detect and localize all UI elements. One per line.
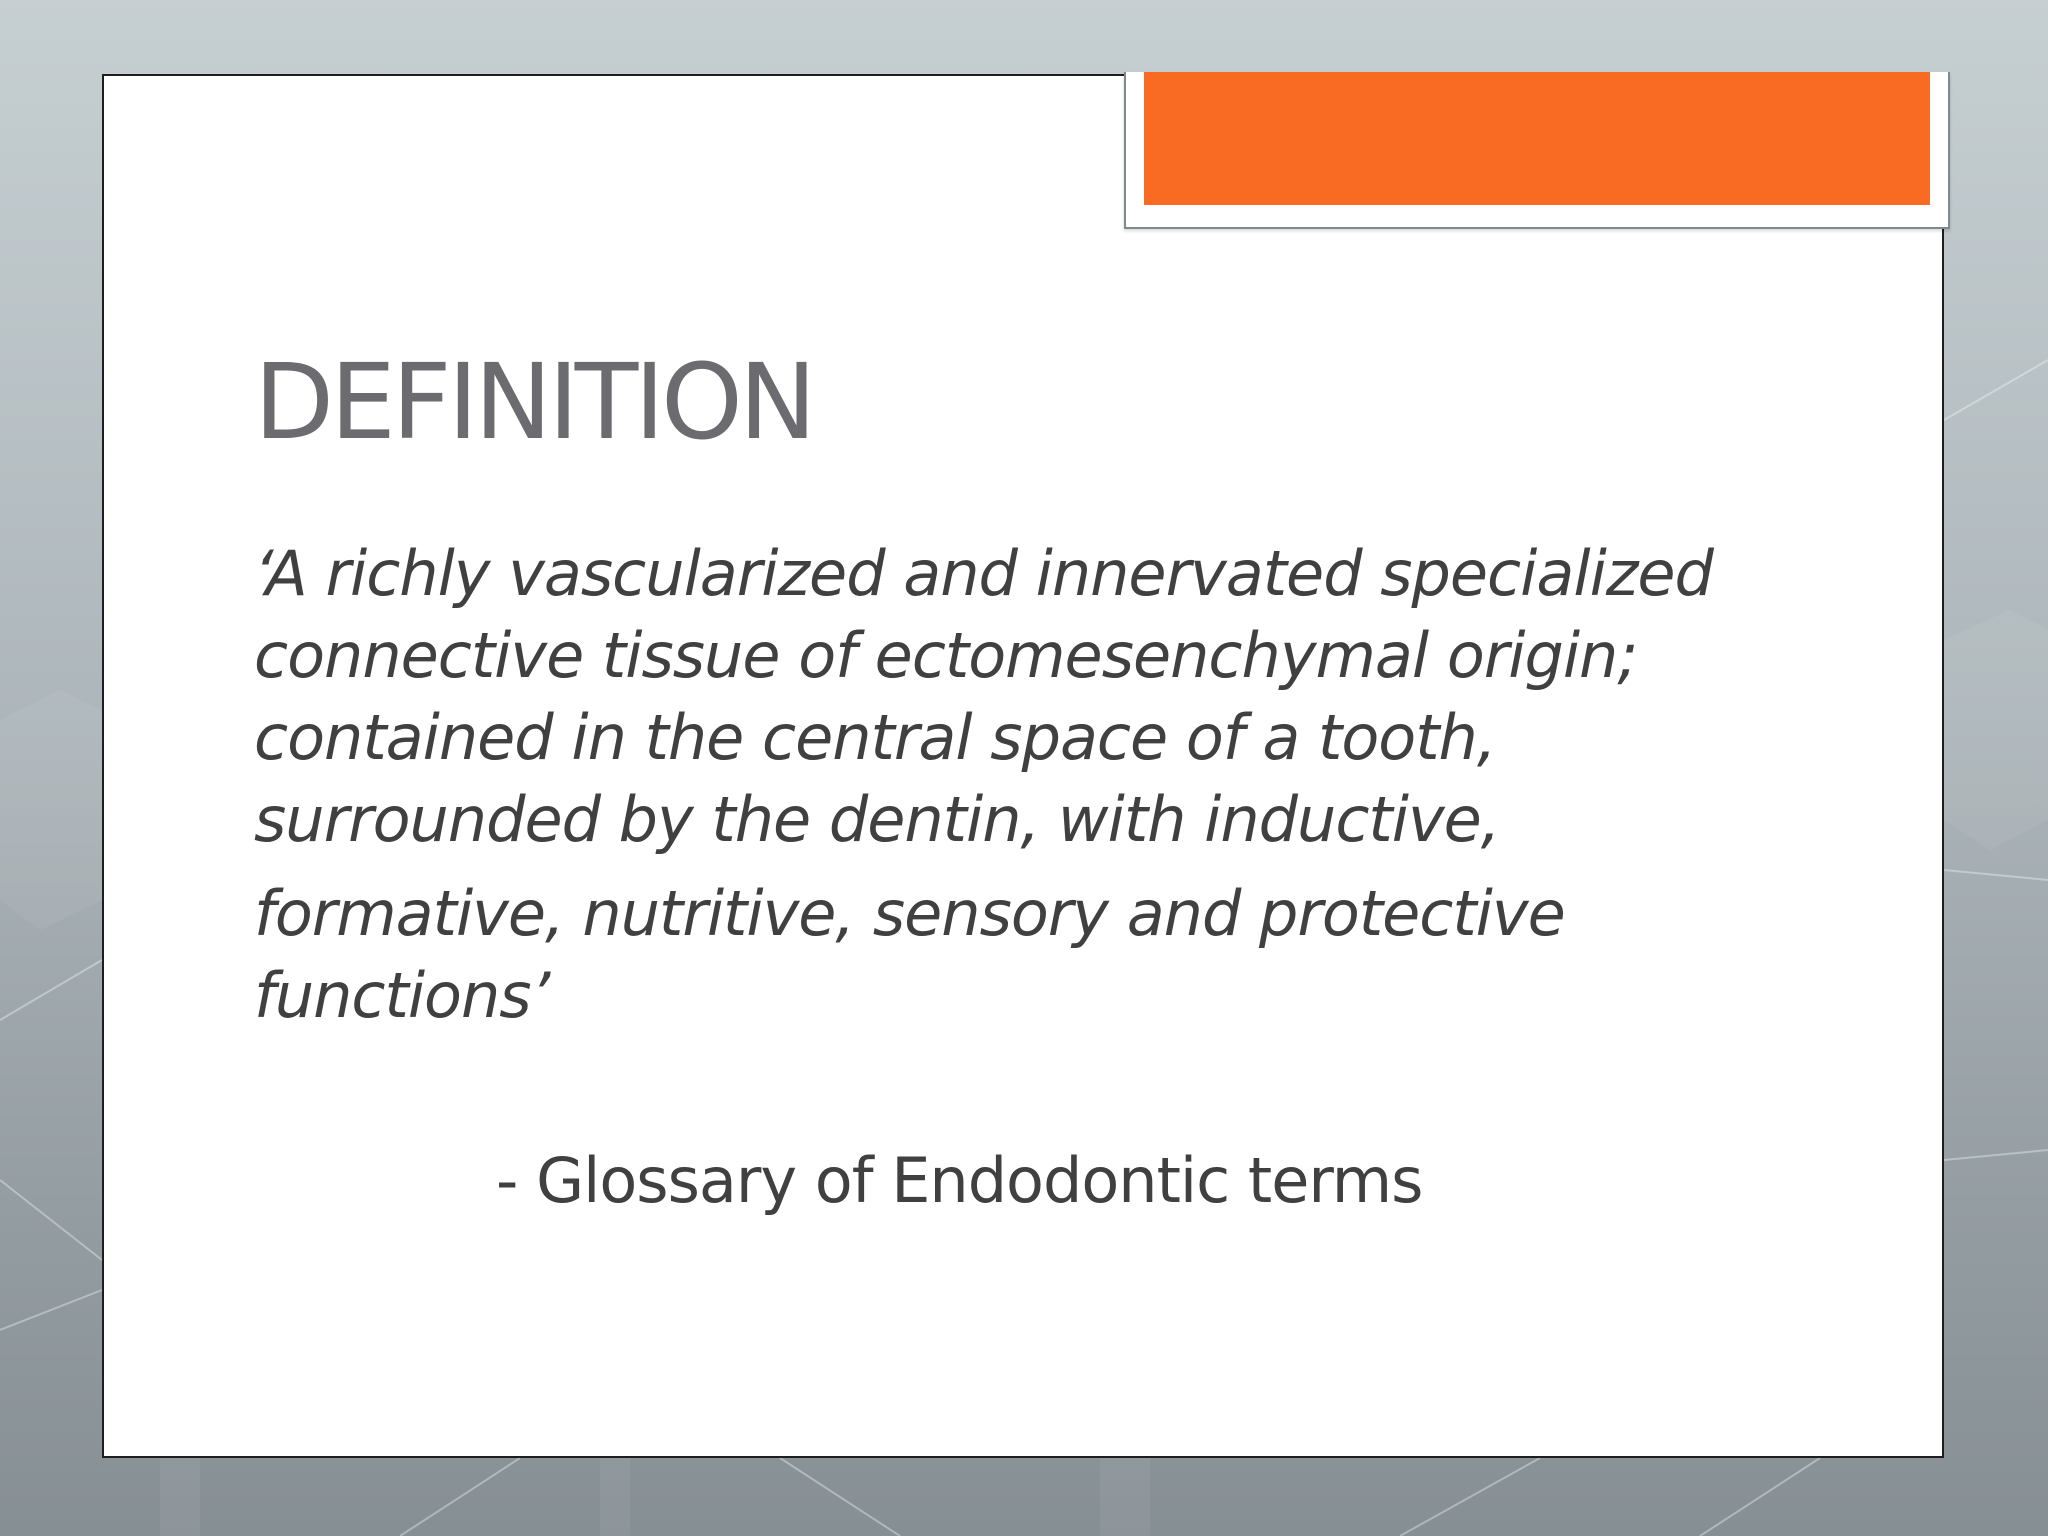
accent-bar	[1144, 72, 1930, 205]
quote-attribution: - Glossary of Endodontic terms	[496, 1144, 1423, 1217]
definition-quote	[254, 533, 1814, 1037]
slide-title: DEFINITION	[254, 341, 813, 463]
accent-banner	[1124, 72, 1950, 229]
quote-paragraph-2: formative, nutritive, sensory and protective functions’	[254, 877, 1565, 1032]
quote-paragraph-1: ‘A richly vascularized and innervated specialized connective tissue of ectomesenchymal origin; contained in the central space of a tooth, surrounded by the dentin, with inductive,	[254, 537, 1713, 856]
